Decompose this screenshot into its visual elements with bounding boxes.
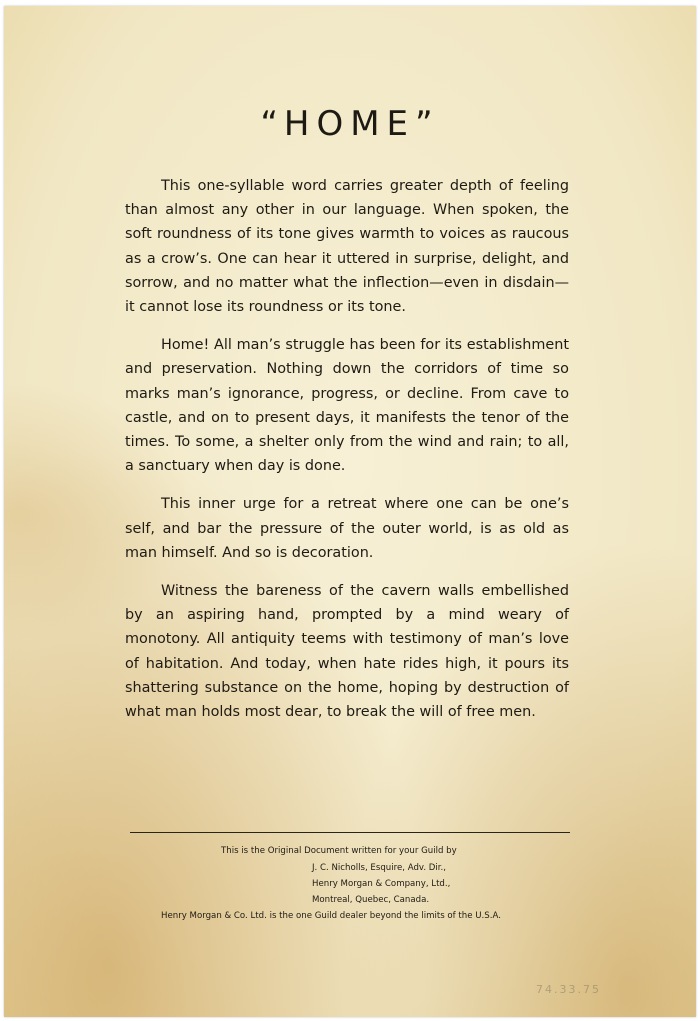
pencil-annotation: 74.33.75 [536,983,601,996]
footer-divider [130,832,570,833]
footer-line-1: This is the Original Document written for your Guild by [221,846,457,856]
footer-line-2: J. C. Nicholls, Esquire, Adv. Dir., [312,863,446,873]
paragraph-1: This one-syllable word carries greater depth of feeling than almost any other in our language. When spoken, the soft roundness of its tone gives warmth to voices as raucous as a crow’s. One can hear it uttered in surprise, delight, and sorrow, and no matter what the inflection—even in disdain—it cannot lose its roundness or its tone. [125,178,569,316]
paragraph-2: Home! All man’s struggle has been for its establishment and preservation. Nothing down the corridors of time so marks man’s ignorance, progress, or decline. From cave to castle, and on to present days, it manifests the tenor of the times. To some, a shelter only from the wind and rain; to all, a sanctuary when day is done. [125,337,569,475]
paragraph-3: This inner urge for a retreat where one can be one’s self, and bar the pressure of the outer world, is as old as man himself. And so is decoration. [125,496,569,561]
footer-line-3: Henry Morgan & Company, Ltd., [312,879,451,889]
document-title: “HOME” [260,104,440,144]
paragraph-4: Witness the bareness of the cavern walls embellished by an aspiring hand, prompted by a mind weary of monotony. All antiquity teems with testimony of man’s love of habitation. And today, when hate rides high, it pours its shattering substance on the home, hoping by destruction of what man holds most dear, to break the will of free men. [125,583,569,721]
document-body [125,174,569,738]
footer-line-4: Montreal, Quebec, Canada. [312,895,430,905]
footer-line-5: Henry Morgan & Co. Ltd. is the one Guild dealer beyond the limits of the U.S.A. [161,911,501,921]
document-page [4,6,696,1017]
